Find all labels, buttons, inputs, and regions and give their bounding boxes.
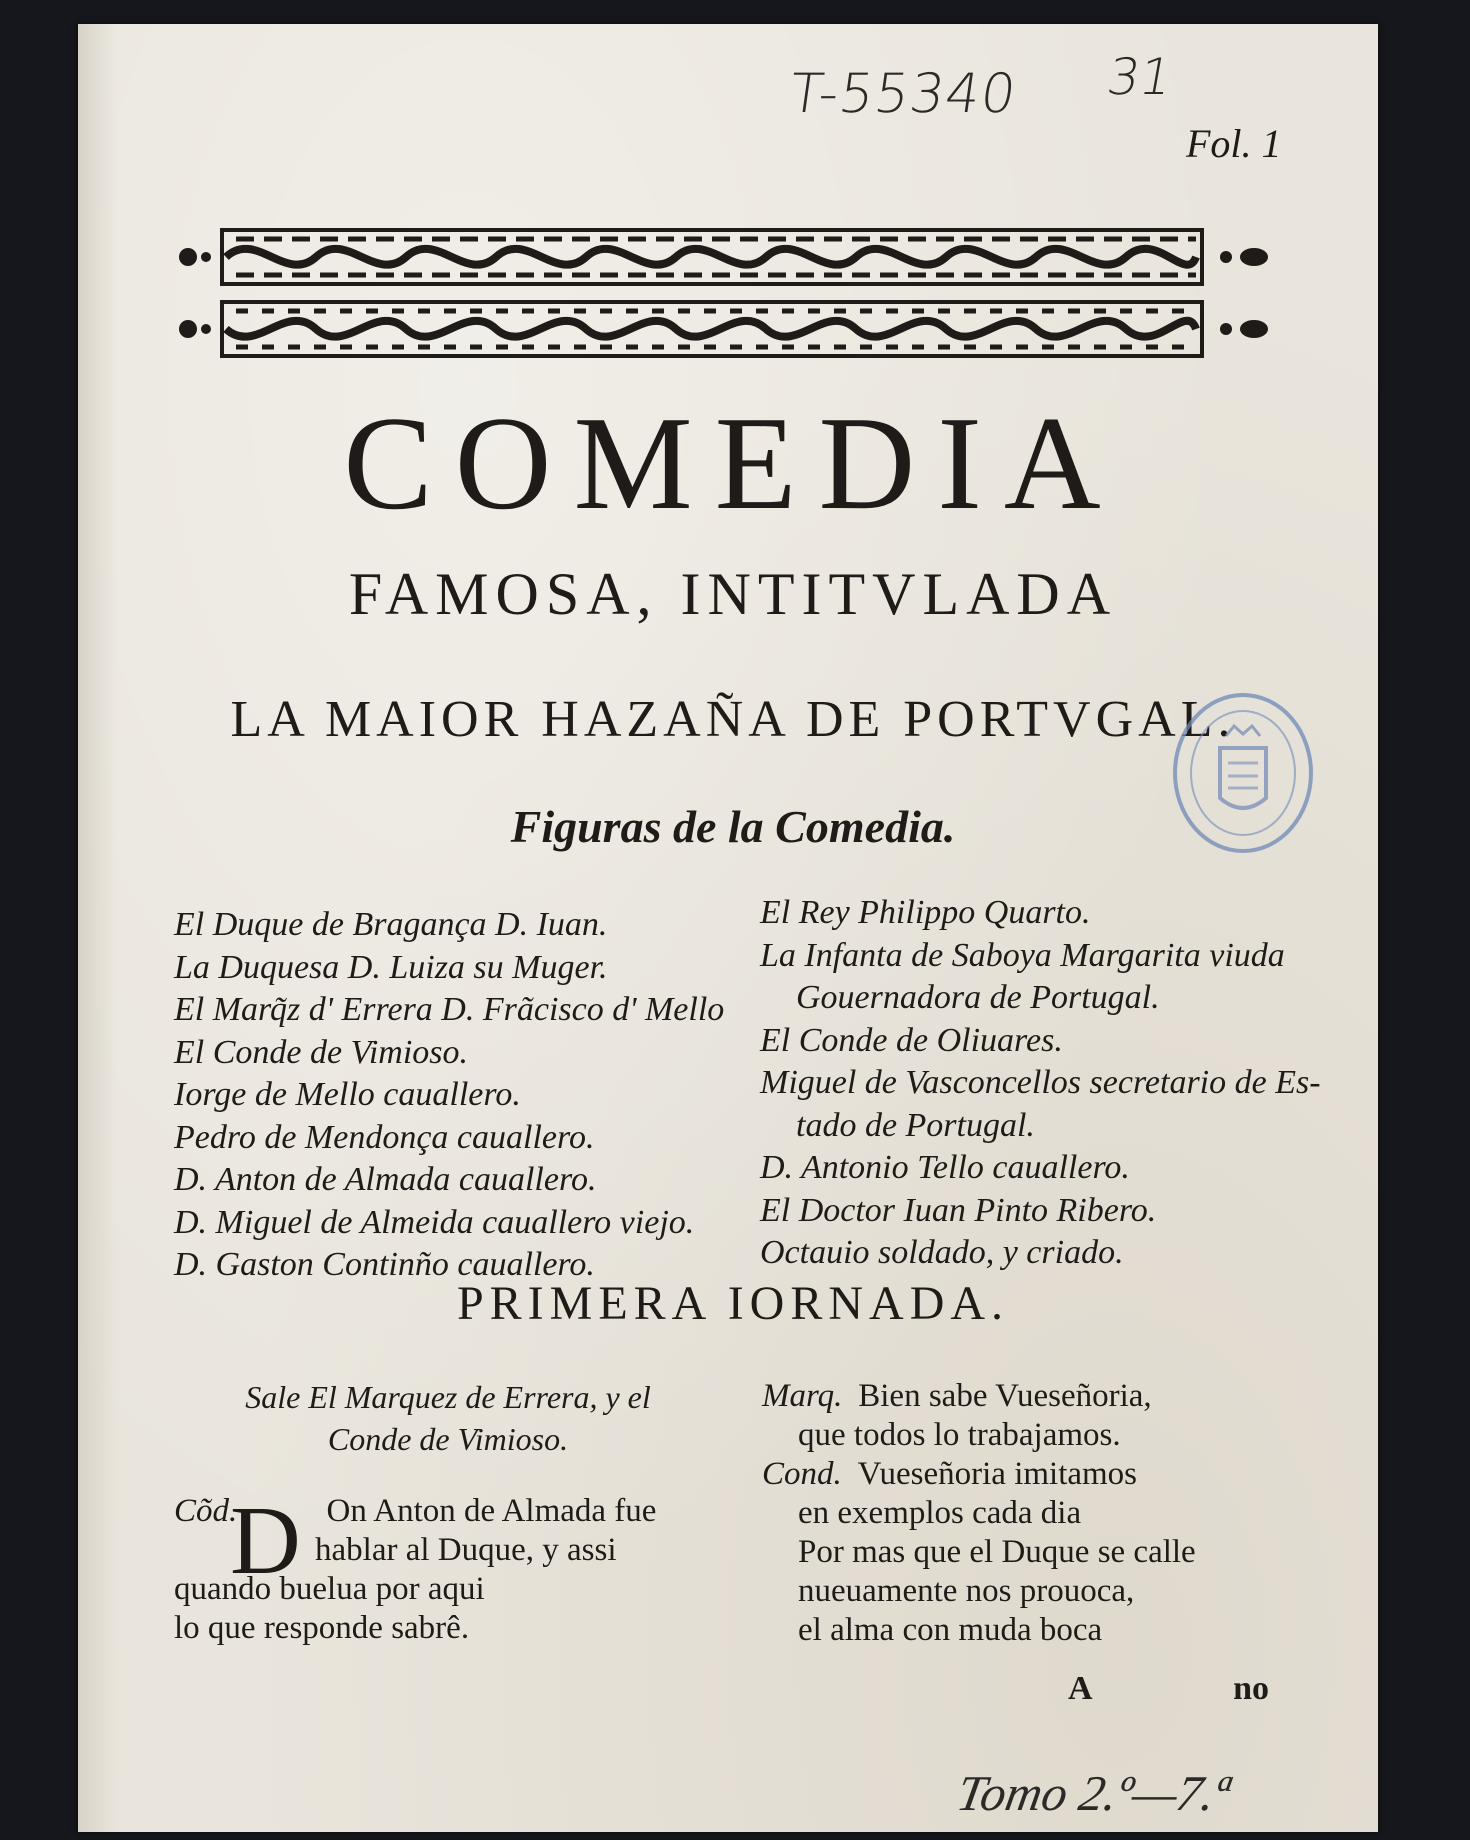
- cast-item: La Infanta de Saboya Margarita viuda: [760, 936, 1285, 974]
- cast-item: D. Miguel de Almeida cauallero viejo.: [174, 1203, 695, 1241]
- catchword: no: [1233, 1670, 1269, 1707]
- verse-line: nueuamente nos prouoca,: [798, 1573, 1135, 1609]
- speaker-label: Cond.: [762, 1456, 842, 1492]
- page-leaf: [78, 24, 1378, 1832]
- cast-item-continuation: tado de Portugal.: [796, 1106, 1035, 1144]
- shelfmark-annotation: T-55340: [785, 62, 1021, 125]
- speaker-label: Cõd.: [174, 1493, 238, 1529]
- catchwords: [1068, 1670, 1269, 1708]
- folio-number: Fol. 1: [1186, 121, 1282, 166]
- verse-text: Bien sabe Vueseñoria,: [858, 1378, 1152, 1414]
- cast-item: El Doctor Iuan Pinto Ribero.: [760, 1191, 1157, 1229]
- cast-item: El Marq̃z d' Errera D. Frãcisco d' Mello: [174, 991, 725, 1028]
- verse-line: en exemplos cada dia: [798, 1495, 1082, 1531]
- binding-gutter: [78, 24, 118, 1832]
- verse-line: Por mas que el Duque se calle: [798, 1534, 1196, 1570]
- inventory-annotation: Tomo 2.º—7.ª: [953, 1765, 1234, 1821]
- verse-line: lo que responde sabrê.: [174, 1610, 470, 1646]
- cast-item: Miguel de Vasconcellos secretario de Es-: [760, 1064, 1321, 1101]
- cast-item-continuation: Gouernadora de Portugal.: [796, 979, 1160, 1016]
- cast-item: D. Gaston Continño cauallero.: [174, 1246, 595, 1283]
- play-title: COMEDIA: [343, 389, 1123, 537]
- verse-line: quando buelua por aqui: [174, 1571, 485, 1607]
- verse-line: que todos lo trabajamos.: [798, 1417, 1121, 1453]
- verse-line: el alma con muda boca: [798, 1612, 1103, 1648]
- cast-item: La Duquesa D. Luiza su Muger.: [174, 948, 608, 986]
- cast-item: El Duque de Bragança D. Iuan.: [174, 906, 608, 943]
- cast-item: Octauio soldado, y criado.: [760, 1234, 1124, 1271]
- ornament-band-top: [166, 224, 1276, 290]
- cast-item: D. Antonio Tello cauallero.: [760, 1149, 1130, 1186]
- cast-list-right: [760, 892, 1340, 1275]
- ornament-band-bottom: [166, 296, 1276, 362]
- cast-heading: Figuras de la Comedia.: [510, 801, 956, 852]
- cast-list-left: [174, 904, 725, 1287]
- verse-line: [762, 1377, 1322, 1416]
- shelfmark-number-annotation: 31: [1102, 48, 1177, 106]
- verse-column-right: [762, 1377, 1322, 1650]
- verse-line: [762, 1455, 1322, 1494]
- cast-item: Pedro de Mendonça cauallero.: [174, 1118, 595, 1156]
- stage-direction: [188, 1376, 708, 1460]
- cast-item: El Conde de Vimioso.: [174, 1033, 468, 1071]
- verse-text: On Anton de Almada fue: [326, 1493, 657, 1529]
- drop-cap: D: [230, 1487, 301, 1595]
- play-name: LA MAIOR HAZAÑA DE PORTVGAL.: [230, 691, 1236, 748]
- signature-mark: A: [1068, 1670, 1093, 1707]
- cast-item: Iorge de Mello cauallero.: [174, 1076, 521, 1113]
- verse-text: Vueseñoria imitamos: [857, 1456, 1138, 1492]
- cast-item: El Rey Philippo Quarto.: [760, 894, 1091, 931]
- stage-direction-line: Conde de Vimioso.: [327, 1421, 569, 1457]
- act-heading: PRIMERA IORNADA.: [456, 1277, 1010, 1330]
- cast-item: D. Anton de Almada cauallero.: [174, 1161, 597, 1198]
- verse-text: hablar al Duque, y assi: [315, 1532, 617, 1568]
- stage-direction-line: Sale El Marquez de Errera, y el: [245, 1379, 651, 1415]
- play-subtitle: FAMOSA, INTITVLADA: [348, 561, 1118, 627]
- cast-item: El Conde de Oliuares.: [760, 1021, 1063, 1059]
- speaker-label: Marq.: [762, 1378, 843, 1414]
